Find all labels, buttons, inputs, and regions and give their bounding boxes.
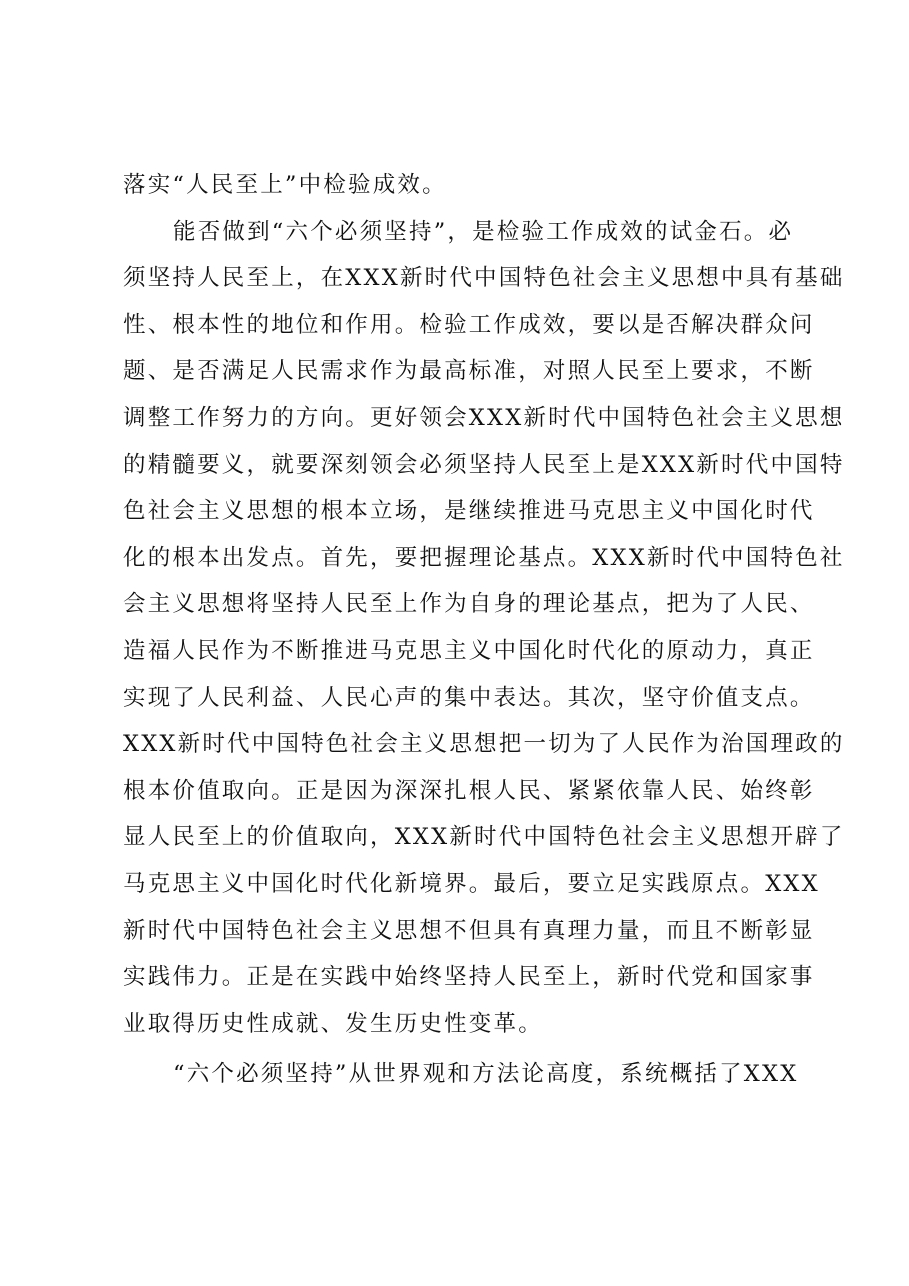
text-line: 根本价值取向。正是因为深深扎根人民、紧紧依靠人民、始终彰: [123, 777, 815, 804]
text-line: 造福人民作为不断推进马克思主义中国化时代化的原动力，真正: [123, 637, 815, 664]
text-line: 会主义思想将坚持人民至上作为自身的理论基点，把为了人民、: [123, 591, 815, 618]
text-line: 马克思主义中国化时代化新境界。最后，要立足实践原点。XXX: [123, 870, 820, 897]
text-line: 显人民至上的价值取向，XXX新时代中国特色社会主义思想开辟了: [123, 824, 845, 851]
text-line: 实现了人民利益、人民心声的集中表达。其次，坚守价值支点。: [123, 684, 815, 711]
text-line: XXX新时代中国特色社会主义思想把一切为了人民作为治国理政的: [123, 731, 845, 758]
text-line: 须坚持人民至上，在XXX新时代中国特色社会主义思想中具有基础: [123, 265, 845, 292]
paragraph-first-line: 能否做到“六个必须坚持”，是检验工作成效的试金石。必: [173, 218, 794, 245]
document-body: [123, 162, 845, 1098]
text-line: 业取得历史性成就、发生历史性变革。: [123, 1010, 543, 1037]
text-line: 性、根本性的地位和作用。检验工作成效，要以是否解决群众问: [123, 311, 815, 338]
text-line: 新时代中国特色社会主义思想不但具有真理力量，而且不断彰显: [123, 917, 815, 944]
text-line: 题、是否满足人民需求作为最高标准，对照人民至上要求，不断: [123, 358, 815, 385]
text-line: 的精髓要义，就要深刻领会必须坚持人民至上是XXX新时代中国特: [123, 451, 845, 478]
text-line: 落实“人民至上”中检验成效。: [123, 172, 447, 198]
text-line: 化的根本出发点。首先，要把握理论基点。XXX新时代中国特色社: [123, 544, 845, 571]
text-line: 色社会主义思想的根本立场，是继续推进马克思主义中国化时代: [123, 498, 815, 525]
text-line: 调整工作努力的方向。更好领会XXX新时代中国特色社会主义思想: [123, 404, 845, 431]
text-line: 实践伟力。正是在实践中始终坚持人民至上，新时代党和国家事: [123, 964, 815, 991]
paragraph-first-line: “六个必须坚持”从世界观和方法论高度，系统概括了XXX: [173, 1061, 799, 1088]
